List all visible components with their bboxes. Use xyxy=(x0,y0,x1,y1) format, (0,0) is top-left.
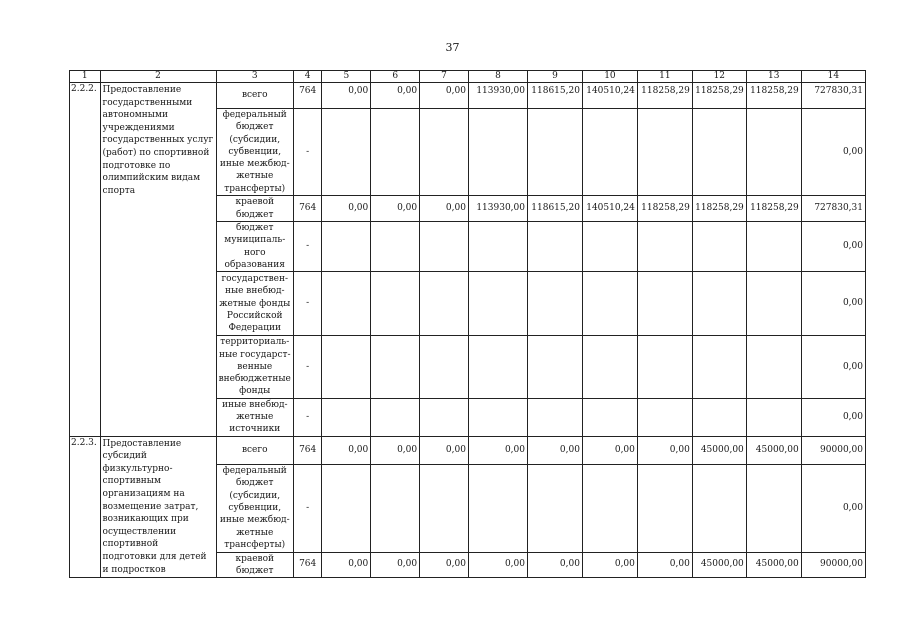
column-number-14: 14 xyxy=(801,71,865,83)
amount-cell: 0,00 xyxy=(371,83,420,109)
amount-cell xyxy=(371,272,420,336)
amount-cell xyxy=(527,398,582,436)
amount-cell xyxy=(746,222,801,272)
budget-code: 764 xyxy=(293,552,322,578)
amount-cell: 0,00 xyxy=(801,464,865,552)
amount-cell xyxy=(468,109,527,196)
column-number-13: 13 xyxy=(746,71,801,83)
amount-cell: 118615,20 xyxy=(527,196,582,222)
amount-cell xyxy=(692,464,746,552)
amount-cell: 118258,29 xyxy=(637,83,692,109)
amount-cell xyxy=(322,336,371,398)
amount-cell xyxy=(371,336,420,398)
amount-cell xyxy=(468,336,527,398)
funding-source: федеральный бюджет (субсидии, субвенции, иные межбюд-жетные трансферты) xyxy=(216,464,293,552)
amount-cell: 0,00 xyxy=(322,552,371,578)
amount-cell xyxy=(468,398,527,436)
amount-cell xyxy=(527,336,582,398)
amount-cell: 727830,31 xyxy=(801,83,865,109)
amount-cell xyxy=(692,272,746,336)
amount-cell: 45000,00 xyxy=(692,552,746,578)
amount-cell xyxy=(468,272,527,336)
amount-cell: 0,00 xyxy=(420,83,469,109)
budget-code: 764 xyxy=(293,196,322,222)
column-number-9: 9 xyxy=(527,71,582,83)
amount-cell xyxy=(371,109,420,196)
table-row xyxy=(70,83,866,109)
funding-source: всего xyxy=(216,436,293,464)
amount-cell: 727830,31 xyxy=(801,196,865,222)
amount-cell xyxy=(468,464,527,552)
column-number-5: 5 xyxy=(322,71,371,83)
amount-cell: 0,00 xyxy=(637,552,692,578)
section-code: 2.2.3. xyxy=(70,436,101,578)
amount-cell xyxy=(582,272,637,336)
amount-cell: 0,00 xyxy=(527,552,582,578)
amount-cell: 0,00 xyxy=(371,552,420,578)
funding-source: бюджет муниципаль-ного образования xyxy=(216,222,293,272)
amount-cell: 0,00 xyxy=(468,552,527,578)
amount-cell xyxy=(468,222,527,272)
amount-cell xyxy=(582,398,637,436)
amount-cell xyxy=(420,464,469,552)
funding-source: всего xyxy=(216,83,293,109)
amount-cell xyxy=(322,109,371,196)
budget-code: - xyxy=(293,398,322,436)
amount-cell xyxy=(746,109,801,196)
amount-cell xyxy=(420,222,469,272)
amount-cell xyxy=(322,398,371,436)
section-name: Предоставление субсидий физкультурно-спортивным организациям на возмещение затрат, возникающих при осуществлении спортивной подготовки для детей и подростков xyxy=(100,436,216,578)
table-body xyxy=(70,71,866,578)
section-code: 2.2.2. xyxy=(70,83,101,437)
column-number-1: 1 xyxy=(70,71,101,83)
amount-cell: 140510,24 xyxy=(582,83,637,109)
amount-cell xyxy=(420,336,469,398)
budget-code: 764 xyxy=(293,436,322,464)
amount-cell xyxy=(637,222,692,272)
column-number-3: 3 xyxy=(216,71,293,83)
amount-cell xyxy=(527,464,582,552)
amount-cell xyxy=(420,109,469,196)
amount-cell: 0,00 xyxy=(801,222,865,272)
column-number-8: 8 xyxy=(468,71,527,83)
amount-cell xyxy=(527,272,582,336)
section-name: Предоставление государственными автономными учреждениями государственных услуг (работ) по спортивной подготовке по олимпийским видам спорта xyxy=(100,83,216,437)
amount-cell: 0,00 xyxy=(371,196,420,222)
column-number-header xyxy=(70,71,866,83)
amount-cell xyxy=(582,222,637,272)
amount-cell xyxy=(637,109,692,196)
funding-source: федеральный бюджет (субсидии, субвенции, иные межбюд-жетные трансферты) xyxy=(216,109,293,196)
amount-cell: 118258,29 xyxy=(637,196,692,222)
amount-cell xyxy=(692,398,746,436)
amount-cell: 90000,00 xyxy=(801,552,865,578)
amount-cell: 113930,00 xyxy=(468,83,527,109)
amount-cell: 0,00 xyxy=(801,336,865,398)
amount-cell xyxy=(746,336,801,398)
amount-cell: 0,00 xyxy=(801,272,865,336)
amount-cell xyxy=(692,336,746,398)
amount-cell xyxy=(527,109,582,196)
amount-cell xyxy=(371,398,420,436)
budget-code: - xyxy=(293,464,322,552)
amount-cell: 0,00 xyxy=(420,436,469,464)
amount-cell: 90000,00 xyxy=(801,436,865,464)
budget-table xyxy=(69,70,866,578)
amount-cell xyxy=(637,398,692,436)
amount-cell xyxy=(746,272,801,336)
amount-cell: 0,00 xyxy=(322,196,371,222)
budget-code: - xyxy=(293,336,322,398)
column-number-12: 12 xyxy=(692,71,746,83)
amount-cell xyxy=(746,464,801,552)
amount-cell xyxy=(371,222,420,272)
column-number-11: 11 xyxy=(637,71,692,83)
table-row xyxy=(70,436,866,464)
column-number-2: 2 xyxy=(100,71,216,83)
amount-cell: 118615,20 xyxy=(527,83,582,109)
budget-code: - xyxy=(293,272,322,336)
amount-cell: 0,00 xyxy=(322,436,371,464)
column-number-6: 6 xyxy=(371,71,420,83)
amount-cell xyxy=(746,398,801,436)
funding-source: территориаль-ные государст-венные внебюджетные фонды xyxy=(216,336,293,398)
amount-cell xyxy=(582,109,637,196)
budget-code: - xyxy=(293,222,322,272)
amount-cell xyxy=(420,272,469,336)
budget-code: 764 xyxy=(293,83,322,109)
amount-cell: 118258,29 xyxy=(692,196,746,222)
funding-source: государствен-ные внебюд-жетные фонды Российской Федерации xyxy=(216,272,293,336)
amount-cell: 0,00 xyxy=(371,436,420,464)
amount-cell xyxy=(637,272,692,336)
amount-cell xyxy=(322,464,371,552)
amount-cell xyxy=(371,464,420,552)
amount-cell: 0,00 xyxy=(637,436,692,464)
amount-cell xyxy=(692,222,746,272)
amount-cell: 118258,29 xyxy=(692,83,746,109)
amount-cell: 45000,00 xyxy=(692,436,746,464)
funding-source: краевой бюджет xyxy=(216,196,293,222)
amount-cell xyxy=(527,222,582,272)
amount-cell: 0,00 xyxy=(582,436,637,464)
amount-cell: 113930,00 xyxy=(468,196,527,222)
amount-cell: 0,00 xyxy=(468,436,527,464)
amount-cell: 45000,00 xyxy=(746,436,801,464)
amount-cell: 118258,29 xyxy=(746,196,801,222)
amount-cell xyxy=(322,222,371,272)
amount-cell: 45000,00 xyxy=(746,552,801,578)
amount-cell: 0,00 xyxy=(527,436,582,464)
amount-cell xyxy=(420,398,469,436)
column-number-7: 7 xyxy=(420,71,469,83)
amount-cell: 0,00 xyxy=(582,552,637,578)
budget-code: - xyxy=(293,109,322,196)
column-number-4: 4 xyxy=(293,71,322,83)
amount-cell xyxy=(692,109,746,196)
amount-cell xyxy=(322,272,371,336)
column-number-10: 10 xyxy=(582,71,637,83)
amount-cell xyxy=(637,464,692,552)
funding-source: иные внебюд-жетные источники xyxy=(216,398,293,436)
funding-source: краевой бюджет xyxy=(216,552,293,578)
amount-cell: 0,00 xyxy=(420,196,469,222)
amount-cell: 118258,29 xyxy=(746,83,801,109)
amount-cell: 0,00 xyxy=(801,109,865,196)
amount-cell: 0,00 xyxy=(322,83,371,109)
amount-cell xyxy=(582,464,637,552)
amount-cell: 0,00 xyxy=(420,552,469,578)
amount-cell: 0,00 xyxy=(801,398,865,436)
amount-cell xyxy=(582,336,637,398)
page-number: 37 xyxy=(445,41,460,54)
amount-cell xyxy=(637,336,692,398)
amount-cell: 140510,24 xyxy=(582,196,637,222)
